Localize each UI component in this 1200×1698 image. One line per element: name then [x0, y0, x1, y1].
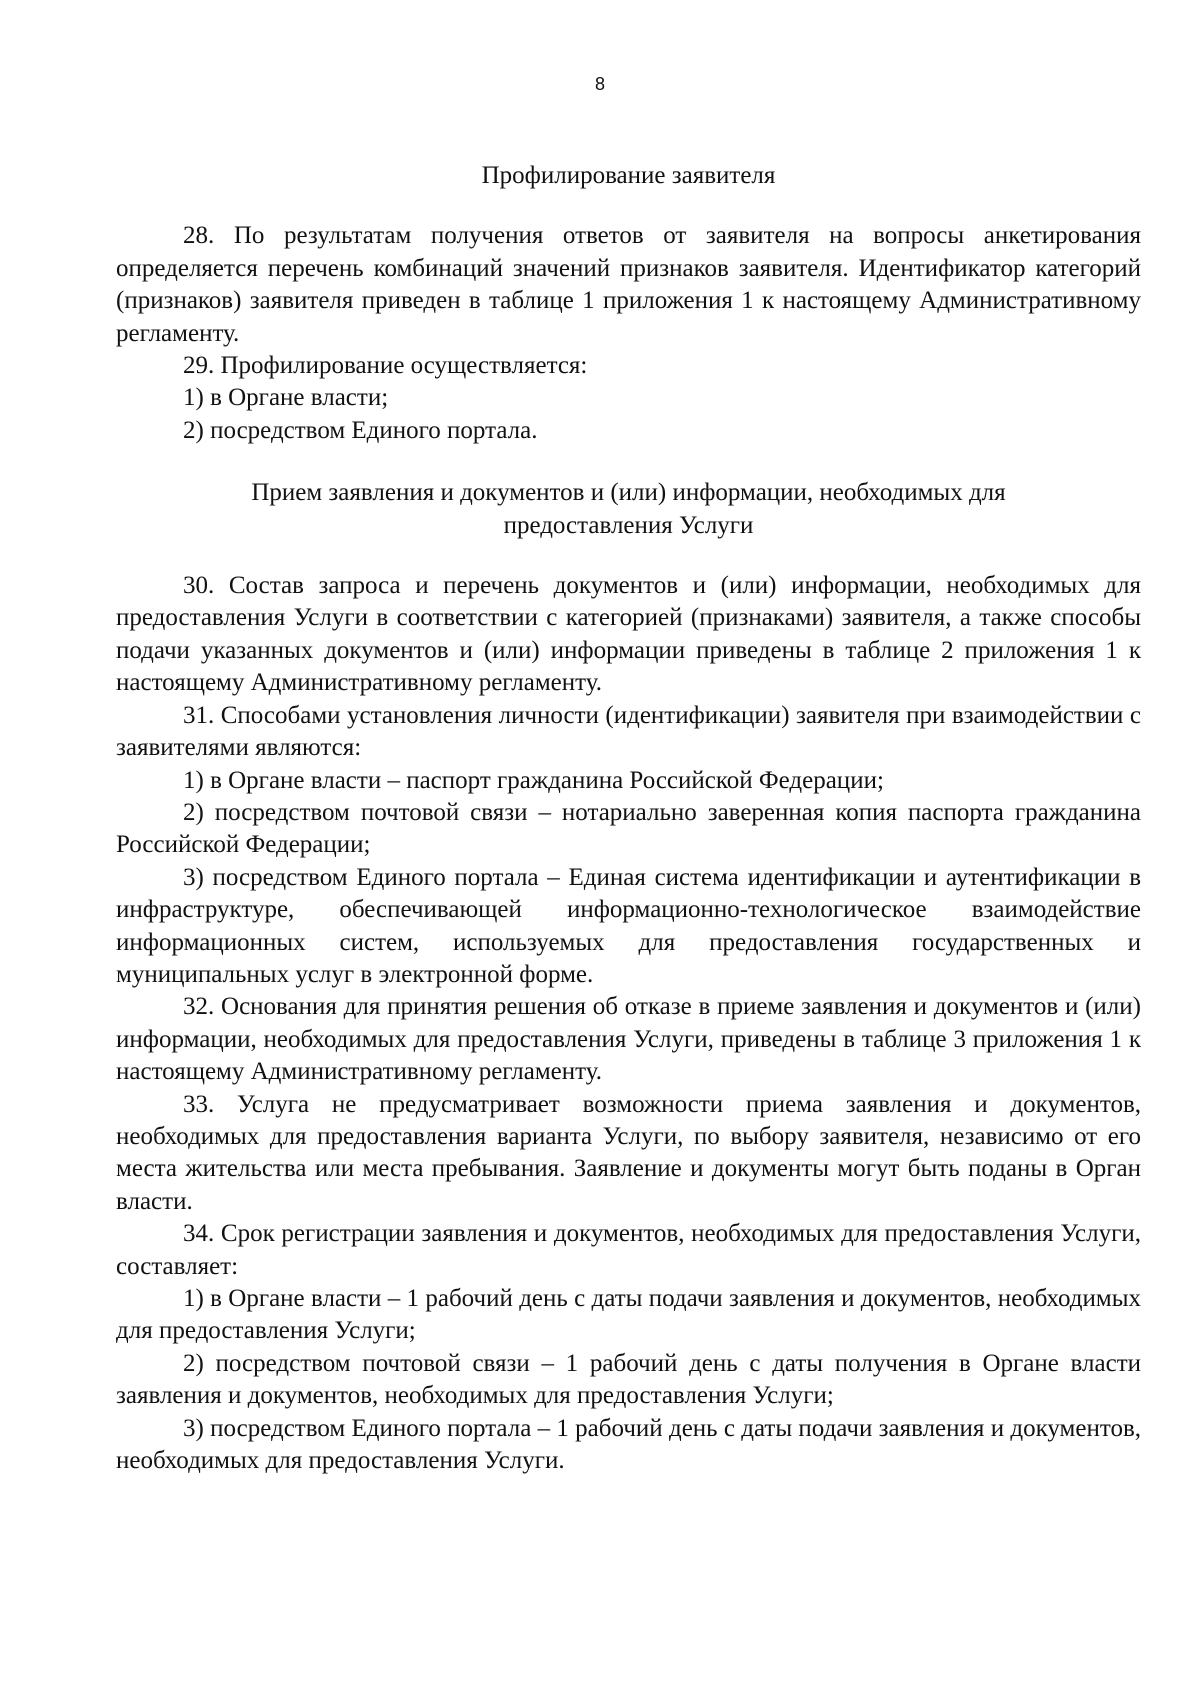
- paragraph-34-item-2: 2) посредством почтовой связи – 1 рабочий день с даты получения в Органе власти заявления и документов, необходимых для предоставления Услуги;: [116, 1349, 1141, 1410]
- page-number: 8: [594, 74, 605, 94]
- paragraph-29-item-1: 1) в Органе власти;: [183, 384, 389, 412]
- paragraph-34-item-1: 1) в Органе власти – 1 рабочий день с даты подачи заявления и документов, необходимых для предоставления Услуги;: [116, 1285, 1141, 1345]
- paragraph-34-item-3: 3) посредством Единого портала – 1 рабочий день с даты подачи заявления и документов, необходимых для предоставления Услуги.: [116, 1414, 1141, 1475]
- document-body: [116, 160, 1141, 1477]
- section-heading-reception: [116, 477, 1141, 542]
- paragraph-29-item-2: 2) посредством Единого портала.: [183, 416, 538, 444]
- paragraph-28: 28. По результатам получения ответов от заявителя на вопросы анкетирования определяется перечень комбинаций значений признаков заявителя. Идентификатор категорий (признаков) заявителя приведен в таблице 1 приложения 1 к настоящему Административному регламенту.: [116, 222, 1141, 347]
- paragraph-33: 33. Услуга не предусматривает возможности приема заявления и документов, необходимых для предоставления варианта Услуги, по выбору заявителя, независимо от его места жительства или места пребывания. Заявление и документы могут быть поданы в Орган власти.: [116, 1090, 1141, 1215]
- paragraph-32: 32. Основания для принятия решения об отказе в приеме заявления и документов и (или) информации, необходимых для предоставления Услуги, приведены в таблице 3 приложения 1 к настоящему Административному регламенту.: [116, 993, 1141, 1086]
- section-heading-reception-line1: Прием заявления и документов и (или) информации, необходимых для: [251, 479, 1006, 507]
- section-heading-reception-line2: предоставления Услуги: [503, 511, 754, 539]
- paragraph-31-item-1: 1) в Органе власти – паспорт гражданина Российской Федерации;: [183, 766, 884, 794]
- paragraph-31-item-2: 2) посредством почтовой связи – нотариально заверенная копия паспорта гражданина Российской Федерации;: [116, 798, 1141, 859]
- paragraph-30: 30. Состав запроса и перечень документов и (или) информации, необходимых для предоставления Услуги в соответствии с категорией (признаками) заявителя, а также способы подачи указанных документов и (или) информации приведены в таблице 2 приложения 1 к настоящему Административному регламенту.: [116, 572, 1141, 697]
- paragraph-31-item-3: 3) посредством Единого портала – Единая система идентификации и аутентификации в инфраструктуре, обеспечивающей информационно-технологическое взаимодействие информационных систем, используемых для предоставления государственных и муниципальных услуг в электронной форме.: [116, 863, 1141, 988]
- paragraph-34: 34. Срок регистрации заявления и документов, необходимых для предоставления Услуги, составляет:: [116, 1220, 1141, 1280]
- paragraph-31: 31. Способами установления личности (идентификации) заявителя при взаимодействии с заявителями являются:: [116, 701, 1141, 762]
- paragraph-29: 29. Профилирование осуществляется:: [183, 352, 588, 380]
- section-heading-profiling: Профилирование заявителя: [481, 162, 776, 189]
